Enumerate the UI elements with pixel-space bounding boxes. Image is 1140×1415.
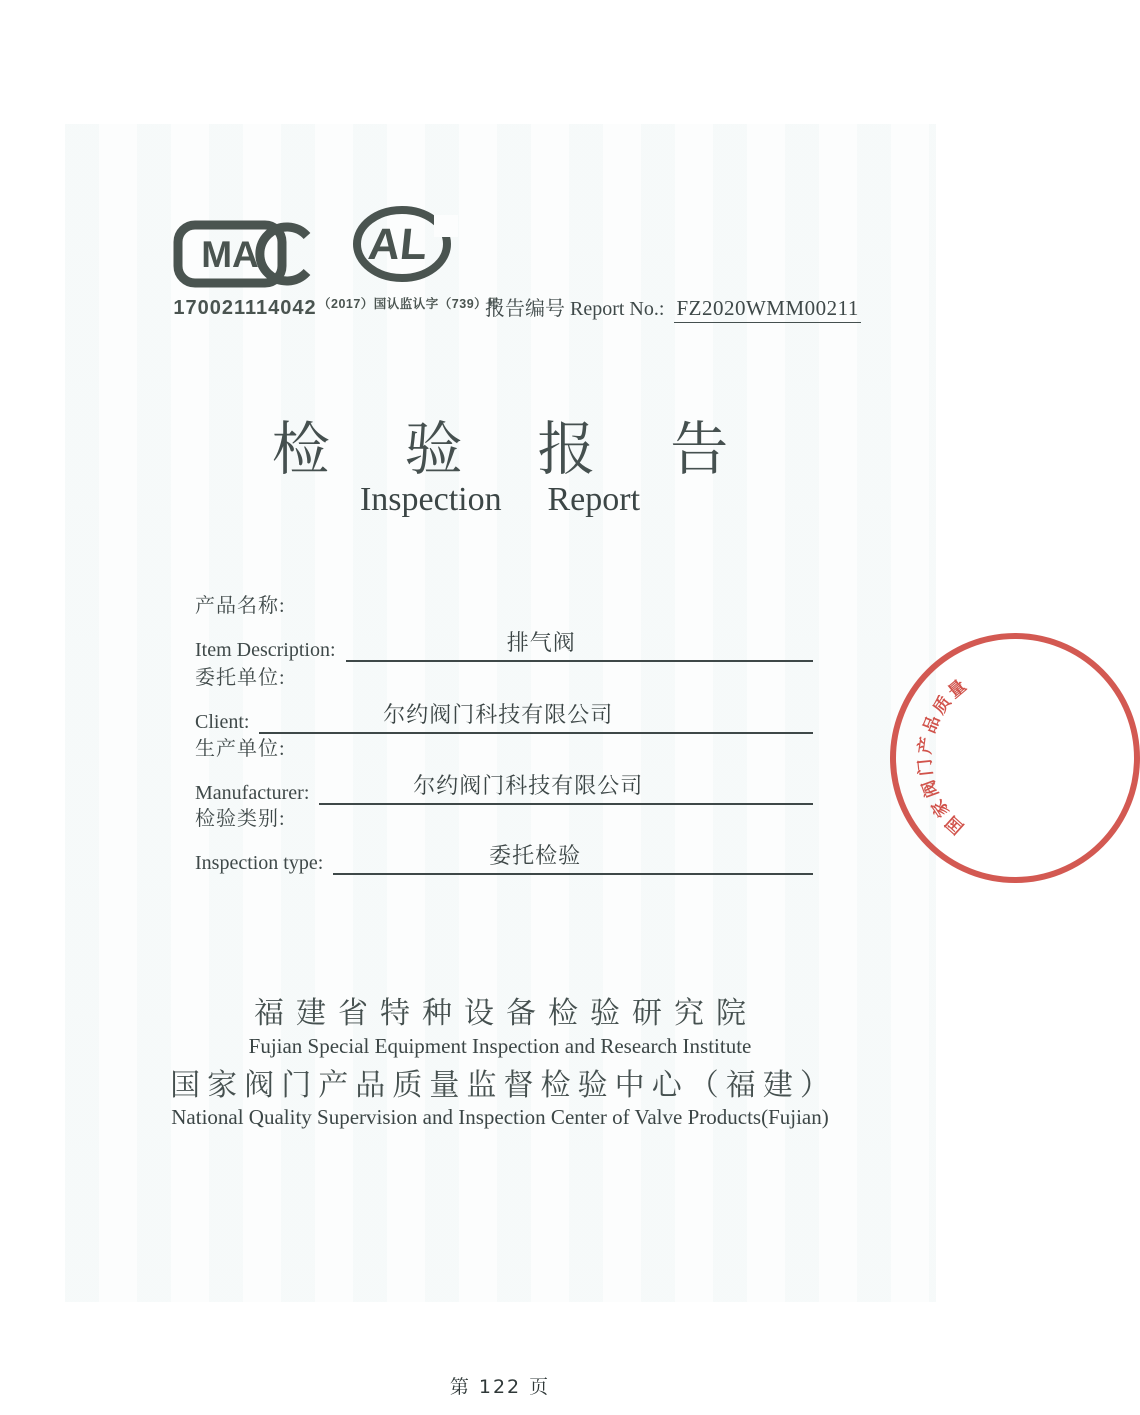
- seal-char: 国: [942, 811, 969, 838]
- field-underline: [319, 769, 813, 805]
- field-label-cn: 委托单位:: [195, 667, 286, 689]
- field-label-en: Inspection type:: [195, 852, 324, 874]
- seal-char: 门: [915, 757, 937, 777]
- field-label-cn: 检验类别:: [195, 808, 286, 830]
- field-label-cn: 生产单位:: [195, 738, 286, 760]
- seal-char: 品: [919, 712, 945, 737]
- cal-mark: [318, 205, 501, 312]
- cal-letters: AL: [365, 220, 430, 269]
- field-label-en: Client:: [195, 711, 250, 733]
- report-number-value: FZ2020WMM00211: [674, 296, 860, 323]
- field-underline: [259, 698, 813, 734]
- cma-certificate-number: 170021114042: [173, 297, 317, 319]
- cma-mark-icon: [172, 218, 318, 290]
- field-item-description: [195, 589, 813, 662]
- field-label-en: Item Description:: [195, 639, 336, 661]
- field-inspection-type: [195, 802, 813, 875]
- field-label-cn: 产品名称:: [195, 595, 286, 617]
- seal-char: 家: [927, 795, 954, 821]
- cma-letters: MA: [201, 234, 259, 275]
- seal-char: 产: [915, 735, 938, 756]
- field-underline: [346, 626, 813, 662]
- institute-name-cn: 福建省特种设备检验研究院: [254, 997, 758, 1030]
- center-name-en: National Quality Supervision and Inspection Center of Valve Products(Fujian): [171, 1105, 829, 1129]
- center-name-cn: 国家阀门产品质量监督检验中心（福建）: [170, 1069, 837, 1102]
- institute-name-en: Fujian Special Equipment Inspection and Research Institute: [248, 1034, 752, 1058]
- report-number-line: [485, 292, 861, 323]
- field-client: [195, 661, 813, 734]
- cal-mark-icon: [350, 205, 458, 285]
- field-label-en: Manufacturer:: [195, 782, 310, 804]
- cma-mark: [172, 218, 318, 320]
- page-title-en: Inspection Report: [359, 481, 641, 518]
- field-value: 委托检验: [489, 843, 582, 868]
- field-value: 尔约阀门科技有限公司: [413, 773, 644, 798]
- field-manufacturer: [195, 732, 813, 805]
- seal-char: 质: [929, 692, 956, 719]
- field-value: 排气阀: [506, 630, 576, 655]
- page-title-cn: 检 验 报 告: [271, 417, 759, 482]
- page-number: 第 122 页: [449, 1376, 551, 1398]
- cal-caption: （2017）国认监认字（739）号: [318, 297, 501, 311]
- seal-char: 量: [944, 676, 971, 703]
- field-value: 尔约阀门科技有限公司: [383, 702, 614, 727]
- seal-char: 阀: [918, 777, 944, 801]
- field-underline: [333, 839, 813, 875]
- report-number-label: 报告编号 Report No.:: [485, 298, 665, 320]
